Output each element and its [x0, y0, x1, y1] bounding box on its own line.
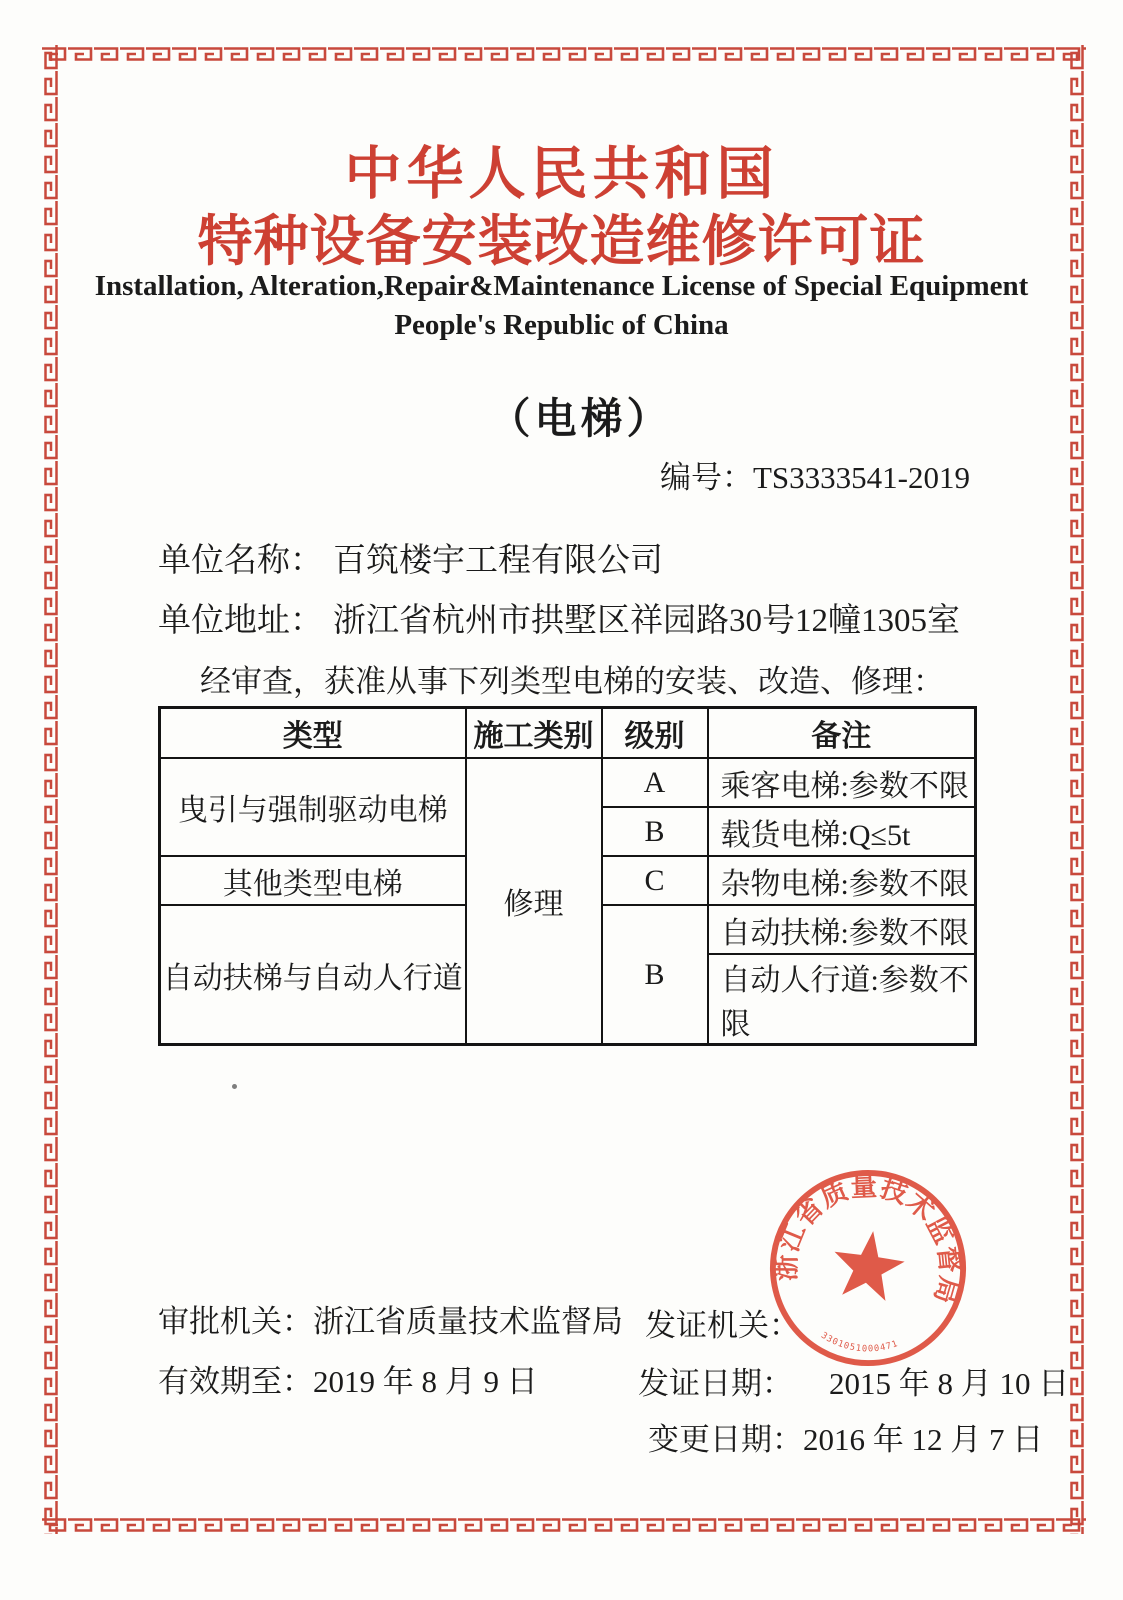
- cell-remark-passenger: 乘客电梯:参数不限: [708, 758, 976, 807]
- unit-address-value: 浙江省杭州市拱墅区祥园路30号12幢1305室: [333, 603, 960, 639]
- unit-name-value: 百筑楼宇工程有限公司: [333, 543, 663, 579]
- cell-type-traction: 曳引与强制驱动电梯: [160, 758, 466, 856]
- cell-grade-b2: B: [602, 905, 708, 1045]
- col-header-category: 施工类别: [466, 708, 602, 759]
- approval-authority-value: 浙江省质量技术监督局: [313, 1304, 623, 1339]
- review-note: 经审查，获准从事下列类型电梯的安装、改造、修理：: [200, 664, 944, 699]
- license-number-value: TS3333541-2019: [753, 460, 970, 495]
- border-bottom-meander: [42, 1516, 1086, 1534]
- unit-address-label: 单位地址：: [158, 603, 323, 639]
- subtitle-elevator: （电梯）: [488, 395, 673, 442]
- cell-remark-freight: 载货电梯:Q≤5t: [708, 807, 976, 856]
- title-en-line2: People's Republic of China: [394, 309, 729, 341]
- title-cn-line2: 特种设备安装改造维修许可证: [197, 210, 926, 272]
- cell-grade-a: A: [602, 758, 708, 807]
- approval-authority-label: 审批机关：: [158, 1304, 313, 1339]
- license-table: [158, 706, 977, 1046]
- cell-grade-c: C: [602, 856, 708, 905]
- change-date-label: 变更日期：: [648, 1422, 803, 1457]
- seal-star-icon: [829, 1226, 908, 1303]
- table-row: [160, 758, 976, 807]
- valid-until-value: 2019 年 8 月 9 日: [313, 1364, 538, 1399]
- border-top-meander: [42, 45, 1086, 63]
- scan-speck: [232, 1084, 237, 1089]
- seal-serial-number: 3301051000471: [818, 1330, 900, 1355]
- change-date-line: [648, 1414, 1043, 1459]
- title-cn-line1: 中华人民共和国: [344, 142, 779, 206]
- approval-authority-line: [158, 1296, 623, 1341]
- valid-until-line: [158, 1356, 538, 1401]
- cell-type-escalator: 自动扶梯与自动人行道: [160, 905, 466, 1045]
- col-header-type: 类型: [160, 708, 466, 759]
- cell-category-repair: 修理: [466, 758, 602, 1045]
- cell-remark-walkway: 自动人行道:参数不限: [708, 954, 976, 1045]
- table-header-row: [160, 708, 976, 759]
- col-header-remark: 备注: [708, 708, 976, 759]
- unit-name-line: [158, 534, 663, 581]
- cell-grade-b1: B: [602, 807, 708, 856]
- col-header-grade: 级别: [602, 708, 708, 759]
- cell-type-other: 其他类型电梯: [160, 856, 466, 905]
- unit-name-label: 单位名称：: [158, 543, 323, 579]
- license-number-line: [660, 452, 970, 497]
- cell-remark-dumbwaiter: 杂物电梯:参数不限: [708, 856, 976, 905]
- valid-until-label: 有效期至：: [158, 1364, 313, 1399]
- seal-arc-text: 浙江省质量技术监督局: [771, 1171, 966, 1308]
- license-number-label: 编号：: [660, 460, 753, 495]
- cell-remark-escalator: 自动扶梯:参数不限: [708, 905, 976, 954]
- issue-date-value: 2015 年 8 月 10 日: [829, 1366, 1070, 1401]
- issuing-authority-label: 发证机关：: [645, 1308, 800, 1343]
- issue-date-label: 发证日期：: [638, 1366, 793, 1401]
- title-en-line1: Installation, Alteration,Repair&Maintenance License of Special Equipment: [94, 270, 1029, 302]
- official-seal: [755, 1155, 981, 1381]
- unit-address-line: [158, 594, 960, 641]
- change-date-value: 2016 年 12 月 7 日: [803, 1422, 1044, 1457]
